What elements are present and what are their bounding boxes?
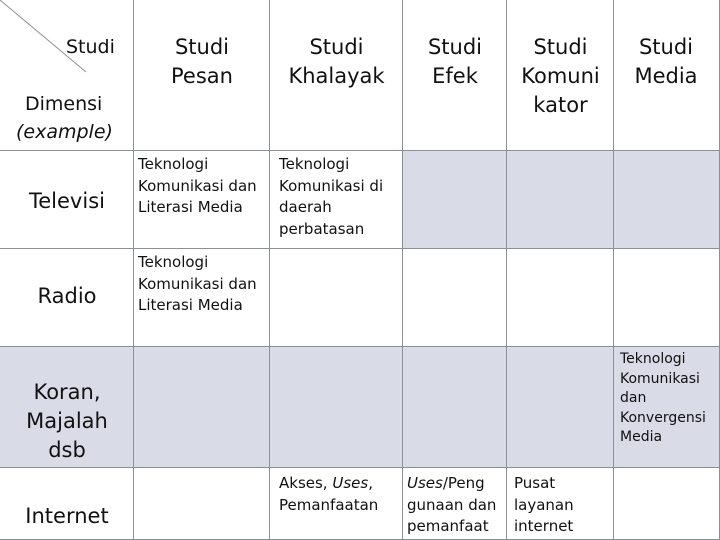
- cell-internet-pesan: [134, 468, 270, 540]
- cell-internet-efek-text: Uses/Peng gunaan dan pemanfaat: [407, 474, 497, 535]
- col-header-media: Studi Media: [614, 0, 720, 151]
- row-header-televisi: Televisi: [0, 151, 134, 249]
- cell-radio-komunikator: [507, 249, 614, 347]
- cell-koran-komunikator: [507, 347, 614, 468]
- cell-koran-khalayak: [270, 347, 403, 468]
- cell-internet-media: [614, 468, 720, 540]
- row-header-radio: Radio: [0, 249, 134, 347]
- cell-tv-komunikator: [507, 151, 614, 249]
- cell-koran-efek: [403, 347, 507, 468]
- cell-internet-khalayak-text: Akses, Uses, Pemanfaatan: [279, 474, 379, 514]
- corner-bottom-label-1: Dimensi: [25, 93, 103, 115]
- cell-tv-media: [614, 151, 720, 249]
- corner-cell: [0, 0, 134, 151]
- cell-internet-komunikator: Pusat layanan internet: [507, 468, 614, 540]
- col-header-pesan: Studi Pesan: [134, 0, 270, 151]
- cell-radio-media: [614, 249, 720, 347]
- row-header-koran: Koran, Majalah dsb: [0, 347, 134, 468]
- cell-tv-efek: [403, 151, 507, 249]
- row-header-internet: Internet: [0, 468, 134, 540]
- corner-bottom-label-2: (example): [16, 121, 113, 143]
- cell-tv-pesan: Teknologi Komunikasi dan Literasi Media: [134, 151, 270, 249]
- cell-radio-pesan: Teknologi Komunikasi dan Literasi Media: [134, 249, 270, 347]
- cell-tv-khalayak: Teknologi Komunikasi di daerah perbatasan: [270, 151, 403, 249]
- cell-radio-khalayak: [270, 249, 403, 347]
- col-header-komunikator: Studi Komuni kator: [507, 0, 614, 151]
- col-header-khalayak: Studi Khalayak: [270, 0, 403, 151]
- corner-top-label: Studi: [66, 36, 115, 58]
- cell-koran-pesan: [134, 347, 270, 468]
- cell-radio-efek: [403, 249, 507, 347]
- cell-internet-khalayak: [270, 468, 403, 540]
- cell-koran-media: Teknologi Komunikasi dan Konvergensi Media: [614, 347, 720, 468]
- cell-internet-efek: [403, 468, 507, 540]
- col-header-efek: Studi Efek: [403, 0, 507, 151]
